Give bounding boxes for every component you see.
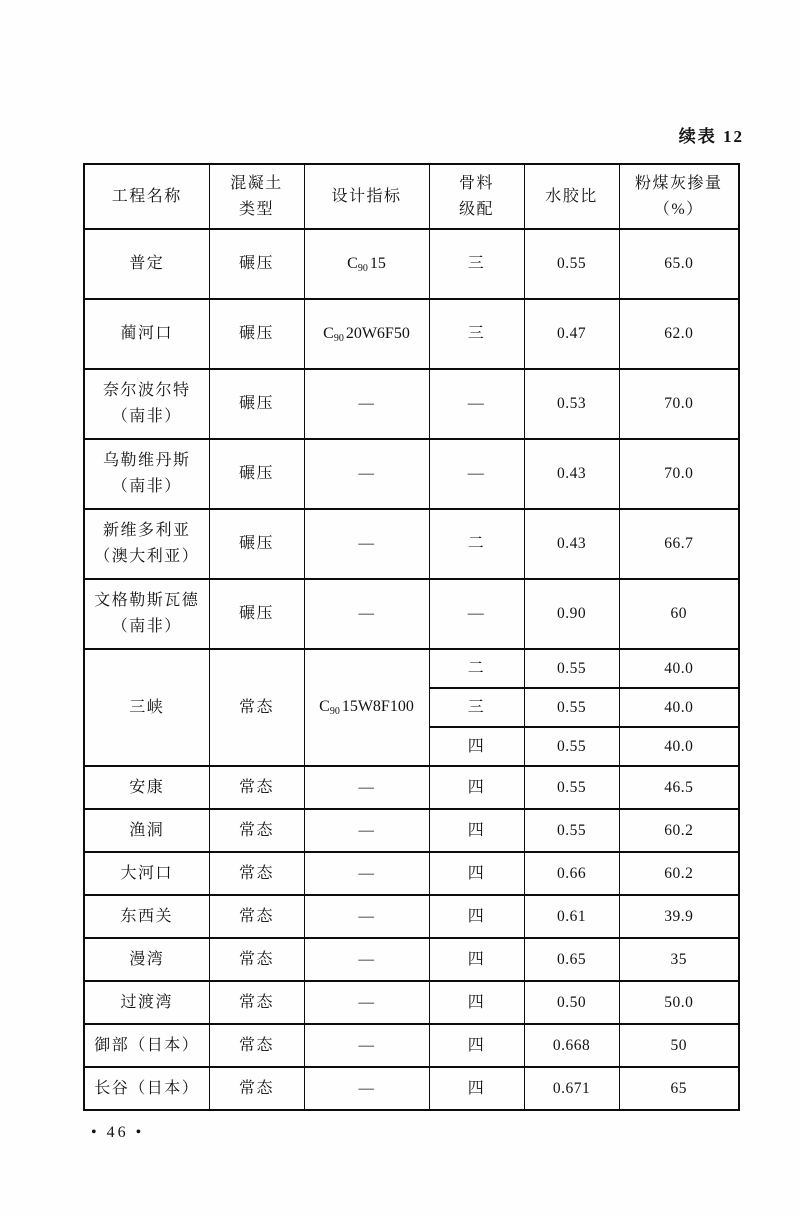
water-binder-ratio-value: 0.55	[556, 698, 587, 716]
flyash-content-value: 70.0	[664, 465, 694, 482]
concrete-type-cell	[209, 852, 304, 895]
project-name-line: 过渡湾	[120, 993, 173, 1011]
water-binder-ratio-cell	[524, 299, 619, 369]
table-row	[84, 809, 739, 852]
design-grade-spec: 15W8F100	[341, 698, 414, 715]
flyash-content-value: 39.9	[664, 907, 694, 925]
project-name-cell	[84, 509, 209, 579]
gradation-cell	[429, 229, 524, 299]
water-binder-ratio-cell	[524, 579, 619, 649]
project-name-line: 普定	[129, 255, 165, 272]
column-header-line: 类型	[238, 200, 274, 218]
concrete-type-cell	[209, 981, 304, 1024]
flyash-content-cell	[619, 649, 739, 688]
table-row	[84, 981, 739, 1024]
table-row	[84, 766, 739, 809]
design-index-empty-dash: —	[358, 778, 375, 796]
concrete-type-label: 碾压	[238, 605, 274, 622]
gradation-cell	[429, 895, 524, 938]
concrete-type-cell	[209, 895, 304, 938]
flyash-content-cell	[619, 299, 739, 369]
concrete-type-cell	[209, 649, 304, 766]
design-index-empty-dash: —	[358, 465, 375, 482]
project-name-cell	[84, 981, 209, 1024]
project-name-line: 东西关	[120, 907, 173, 925]
gradation-cell	[429, 727, 524, 766]
flyash-content-value: 65.0	[664, 255, 694, 272]
gradation-empty-dash: —	[467, 465, 486, 482]
concrete-type-cell	[209, 1067, 304, 1110]
water-binder-ratio-cell	[524, 727, 619, 766]
column-header-line: 混凝土	[230, 174, 283, 192]
project-name-cell	[84, 649, 209, 766]
design-index-value	[347, 255, 386, 272]
water-binder-ratio-cell	[524, 688, 619, 727]
concrete-type-cell	[209, 1024, 304, 1067]
column-header-concrete-type	[209, 164, 304, 229]
water-binder-ratio-value: 0.61	[556, 907, 587, 925]
project-name-line: 大河口	[120, 864, 173, 882]
project-name-cell	[84, 1067, 209, 1110]
flyash-content-cell	[619, 981, 739, 1024]
water-binder-ratio-value: 0.55	[556, 778, 587, 796]
design-index-cell	[304, 809, 429, 852]
project-name-line: 蔺河口	[120, 325, 173, 342]
table-header	[84, 164, 739, 229]
table-row	[84, 229, 739, 299]
design-index-cell	[304, 649, 429, 766]
gradation-value: 二	[467, 535, 486, 552]
concrete-type-label: 常态	[238, 993, 274, 1011]
project-name-line: （澳大利亚）	[94, 548, 200, 565]
design-grade-age-subscript: 90	[357, 262, 368, 274]
concrete-type-label: 常态	[238, 950, 274, 968]
flyash-content-value: 65	[670, 1079, 687, 1097]
concrete-type-label: 常态	[238, 1079, 274, 1097]
column-header-line: 水胶比	[545, 187, 598, 205]
design-index-empty-dash: —	[358, 993, 375, 1011]
concrete-type-cell	[209, 509, 304, 579]
table-row	[84, 369, 739, 439]
concrete-type-label: 常态	[238, 864, 274, 882]
flyash-content-cell	[619, 727, 739, 766]
flyash-content-value: 66.7	[664, 535, 694, 552]
column-header-line: 粉煤灰掺量	[634, 174, 723, 192]
project-name-line: （南非）	[111, 478, 182, 495]
water-binder-ratio-cell	[524, 509, 619, 579]
concrete-type-cell	[209, 229, 304, 299]
flyash-content-value: 70.0	[664, 395, 694, 412]
project-name-line: 长谷（日本）	[94, 1079, 200, 1097]
gradation-value: 四	[467, 907, 486, 925]
project-name-cell	[84, 299, 209, 369]
column-header-line: 设计指标	[331, 187, 402, 205]
gradation-cell	[429, 509, 524, 579]
water-binder-ratio-value: 0.43	[556, 465, 587, 482]
project-name-line: 乌勒维丹斯	[102, 452, 191, 469]
design-index-cell	[304, 852, 429, 895]
project-name-line: 三峡	[129, 698, 165, 716]
design-grade-age-subscript: 90	[329, 706, 340, 717]
design-index-cell	[304, 439, 429, 509]
gradation-cell	[429, 981, 524, 1024]
gradation-empty-dash: —	[467, 605, 486, 622]
design-grade-letter: C	[347, 254, 358, 272]
design-index-empty-dash: —	[358, 821, 375, 839]
flyash-content-cell	[619, 688, 739, 727]
concrete-type-cell	[209, 809, 304, 852]
design-index-cell	[304, 229, 429, 299]
flyash-dosage-table	[83, 163, 740, 1111]
project-name-cell	[84, 1024, 209, 1067]
water-binder-ratio-cell	[524, 809, 619, 852]
flyash-content-value: 60.2	[664, 864, 694, 882]
water-binder-ratio-value: 0.668	[552, 1036, 591, 1054]
gradation-value: 四	[467, 1079, 486, 1097]
concrete-type-label: 碾压	[238, 325, 274, 342]
flyash-content-value: 40.0	[664, 659, 694, 677]
concrete-type-cell	[209, 938, 304, 981]
project-name-cell	[84, 938, 209, 981]
design-index-cell	[304, 369, 429, 439]
water-binder-ratio-value: 0.43	[556, 535, 587, 552]
table-row	[84, 439, 739, 509]
design-index-cell	[304, 981, 429, 1024]
concrete-type-cell	[209, 439, 304, 509]
column-header-flyash-content	[619, 164, 739, 229]
project-name-line: 文格勒斯瓦德	[94, 592, 200, 609]
gradation-cell	[429, 938, 524, 981]
water-binder-ratio-value: 0.90	[556, 605, 587, 622]
flyash-content-cell	[619, 369, 739, 439]
column-header-design-index	[304, 164, 429, 229]
flyash-content-value: 50	[670, 1036, 687, 1054]
design-grade-letter: C	[319, 698, 330, 715]
design-index-cell	[304, 1024, 429, 1067]
gradation-cell	[429, 1024, 524, 1067]
design-index-value	[319, 698, 414, 715]
water-binder-ratio-cell	[524, 439, 619, 509]
design-index-empty-dash: —	[358, 1036, 375, 1054]
design-grade-age-subscript: 90	[333, 332, 344, 344]
gradation-cell	[429, 766, 524, 809]
table-row	[84, 895, 739, 938]
design-index-cell	[304, 299, 429, 369]
gradation-cell	[429, 299, 524, 369]
column-header-project-name	[84, 164, 209, 229]
flyash-content-value: 60	[670, 605, 687, 622]
table-row	[84, 1067, 739, 1110]
flyash-content-cell	[619, 809, 739, 852]
gradation-value: 四	[467, 950, 486, 968]
project-name-cell	[84, 809, 209, 852]
flyash-content-cell	[619, 229, 739, 299]
water-binder-ratio-value: 0.47	[556, 325, 587, 342]
gradation-value: 三	[467, 698, 486, 716]
gradation-value: 四	[467, 1036, 486, 1054]
water-binder-ratio-cell	[524, 229, 619, 299]
flyash-content-value: 46.5	[664, 778, 694, 796]
flyash-content-value: 40.0	[664, 698, 694, 716]
project-name-line: 御部（日本）	[94, 1036, 200, 1054]
concrete-type-label: 碾压	[238, 465, 274, 482]
concrete-type-cell	[209, 766, 304, 809]
design-grade-letter: C	[323, 324, 334, 342]
gradation-value: 四	[467, 821, 486, 839]
flyash-content-value: 35	[670, 950, 687, 968]
flyash-content-value: 62.0	[664, 325, 694, 342]
water-binder-ratio-cell	[524, 766, 619, 809]
gradation-value: 四	[467, 737, 486, 755]
project-name-cell	[84, 579, 209, 649]
column-header-aggregate-gradation	[429, 164, 524, 229]
design-index-empty-dash: —	[358, 1079, 375, 1097]
project-name-cell	[84, 439, 209, 509]
water-binder-ratio-value: 0.65	[556, 950, 587, 968]
water-binder-ratio-cell	[524, 852, 619, 895]
flyash-content-cell	[619, 766, 739, 809]
water-binder-ratio-cell	[524, 1024, 619, 1067]
design-index-cell	[304, 1067, 429, 1110]
water-binder-ratio-value: 0.66	[556, 864, 587, 882]
design-index-empty-dash: —	[358, 864, 375, 882]
gradation-value: 三	[467, 325, 486, 342]
project-name-line: 安康	[129, 778, 165, 796]
gradation-cell	[429, 852, 524, 895]
design-index-empty-dash: —	[358, 950, 375, 968]
water-binder-ratio-cell	[524, 1067, 619, 1110]
concrete-type-cell	[209, 299, 304, 369]
flyash-content-cell	[619, 509, 739, 579]
design-index-empty-dash: —	[358, 605, 375, 622]
table-row	[84, 299, 739, 369]
water-binder-ratio-cell	[524, 938, 619, 981]
table-body	[84, 229, 739, 1110]
water-binder-ratio-cell	[524, 981, 619, 1024]
flyash-content-value: 60.2	[664, 821, 694, 839]
column-header-line: 骨料	[458, 174, 494, 192]
column-header-line: 级配	[458, 200, 494, 218]
table-row	[84, 649, 739, 688]
gradation-value: 四	[467, 993, 486, 1011]
column-header-line: 工程名称	[111, 187, 182, 205]
water-binder-ratio-value: 0.50	[556, 993, 587, 1011]
design-grade-spec: 20W6F50	[345, 324, 410, 342]
gradation-value: 四	[467, 864, 486, 882]
concrete-type-label: 碾压	[238, 535, 274, 552]
gradation-cell	[429, 649, 524, 688]
concrete-type-label: 碾压	[238, 395, 274, 412]
project-name-cell	[84, 229, 209, 299]
design-index-cell	[304, 579, 429, 649]
project-name-cell	[84, 369, 209, 439]
project-name-line: 新维多利亚	[102, 522, 191, 539]
column-header-water-binder-ratio	[524, 164, 619, 229]
gradation-value: 三	[467, 255, 486, 272]
design-grade-spec: 15	[369, 254, 386, 272]
project-name-line: 漫湾	[129, 950, 165, 968]
design-index-value	[323, 325, 410, 342]
gradation-cell	[429, 688, 524, 727]
gradation-empty-dash: —	[467, 395, 486, 412]
header-row	[84, 164, 739, 229]
gradation-cell	[429, 369, 524, 439]
column-header-line: （%）	[653, 200, 704, 218]
table-row	[84, 509, 739, 579]
project-name-line: 奈尔波尔特	[102, 382, 191, 399]
water-binder-ratio-value: 0.671	[552, 1079, 591, 1097]
gradation-cell	[429, 809, 524, 852]
flyash-content-cell	[619, 439, 739, 509]
page-number: • 46 •	[91, 1124, 145, 1141]
concrete-type-cell	[209, 579, 304, 649]
table-row	[84, 1024, 739, 1067]
flyash-content-cell	[619, 579, 739, 649]
gradation-value: 二	[467, 659, 486, 677]
project-name-line: （南非）	[111, 408, 182, 425]
water-binder-ratio-value: 0.55	[556, 821, 587, 839]
concrete-type-label: 碾压	[238, 255, 274, 272]
design-index-empty-dash: —	[358, 535, 375, 552]
design-index-empty-dash: —	[358, 907, 375, 925]
gradation-cell	[429, 579, 524, 649]
table-row	[84, 852, 739, 895]
concrete-type-label: 常态	[238, 1036, 274, 1054]
water-binder-ratio-value: 0.53	[556, 395, 587, 412]
water-binder-ratio-value: 0.55	[556, 255, 587, 272]
flyash-content-cell	[619, 938, 739, 981]
gradation-value: 四	[467, 778, 486, 796]
water-binder-ratio-cell	[524, 649, 619, 688]
project-name-cell	[84, 895, 209, 938]
flyash-content-cell	[619, 852, 739, 895]
design-index-empty-dash: —	[358, 395, 375, 412]
project-name-cell	[84, 852, 209, 895]
concrete-type-label: 常态	[238, 698, 274, 716]
project-name-line: 渔洞	[129, 821, 165, 839]
flyash-content-value: 40.0	[664, 737, 694, 755]
concrete-type-cell	[209, 369, 304, 439]
flyash-content-value: 50.0	[664, 993, 694, 1011]
concrete-type-label: 常态	[238, 907, 274, 925]
flyash-content-cell	[619, 895, 739, 938]
project-name-line: （南非）	[111, 618, 182, 635]
table-row	[84, 938, 739, 981]
water-binder-ratio-value: 0.55	[556, 737, 587, 755]
concrete-type-label: 常态	[238, 778, 274, 796]
flyash-content-cell	[619, 1067, 739, 1110]
concrete-type-label: 常态	[238, 821, 274, 839]
gradation-cell	[429, 1067, 524, 1110]
project-name-cell	[84, 766, 209, 809]
design-index-cell	[304, 509, 429, 579]
table-row	[84, 579, 739, 649]
water-binder-ratio-cell	[524, 895, 619, 938]
design-index-cell	[304, 766, 429, 809]
gradation-cell	[429, 439, 524, 509]
water-binder-ratio-cell	[524, 369, 619, 439]
flyash-content-cell	[619, 1024, 739, 1067]
water-binder-ratio-value: 0.55	[556, 659, 587, 677]
design-index-cell	[304, 895, 429, 938]
design-index-cell	[304, 938, 429, 981]
table-continuation-label: 续表 12	[678, 127, 744, 146]
